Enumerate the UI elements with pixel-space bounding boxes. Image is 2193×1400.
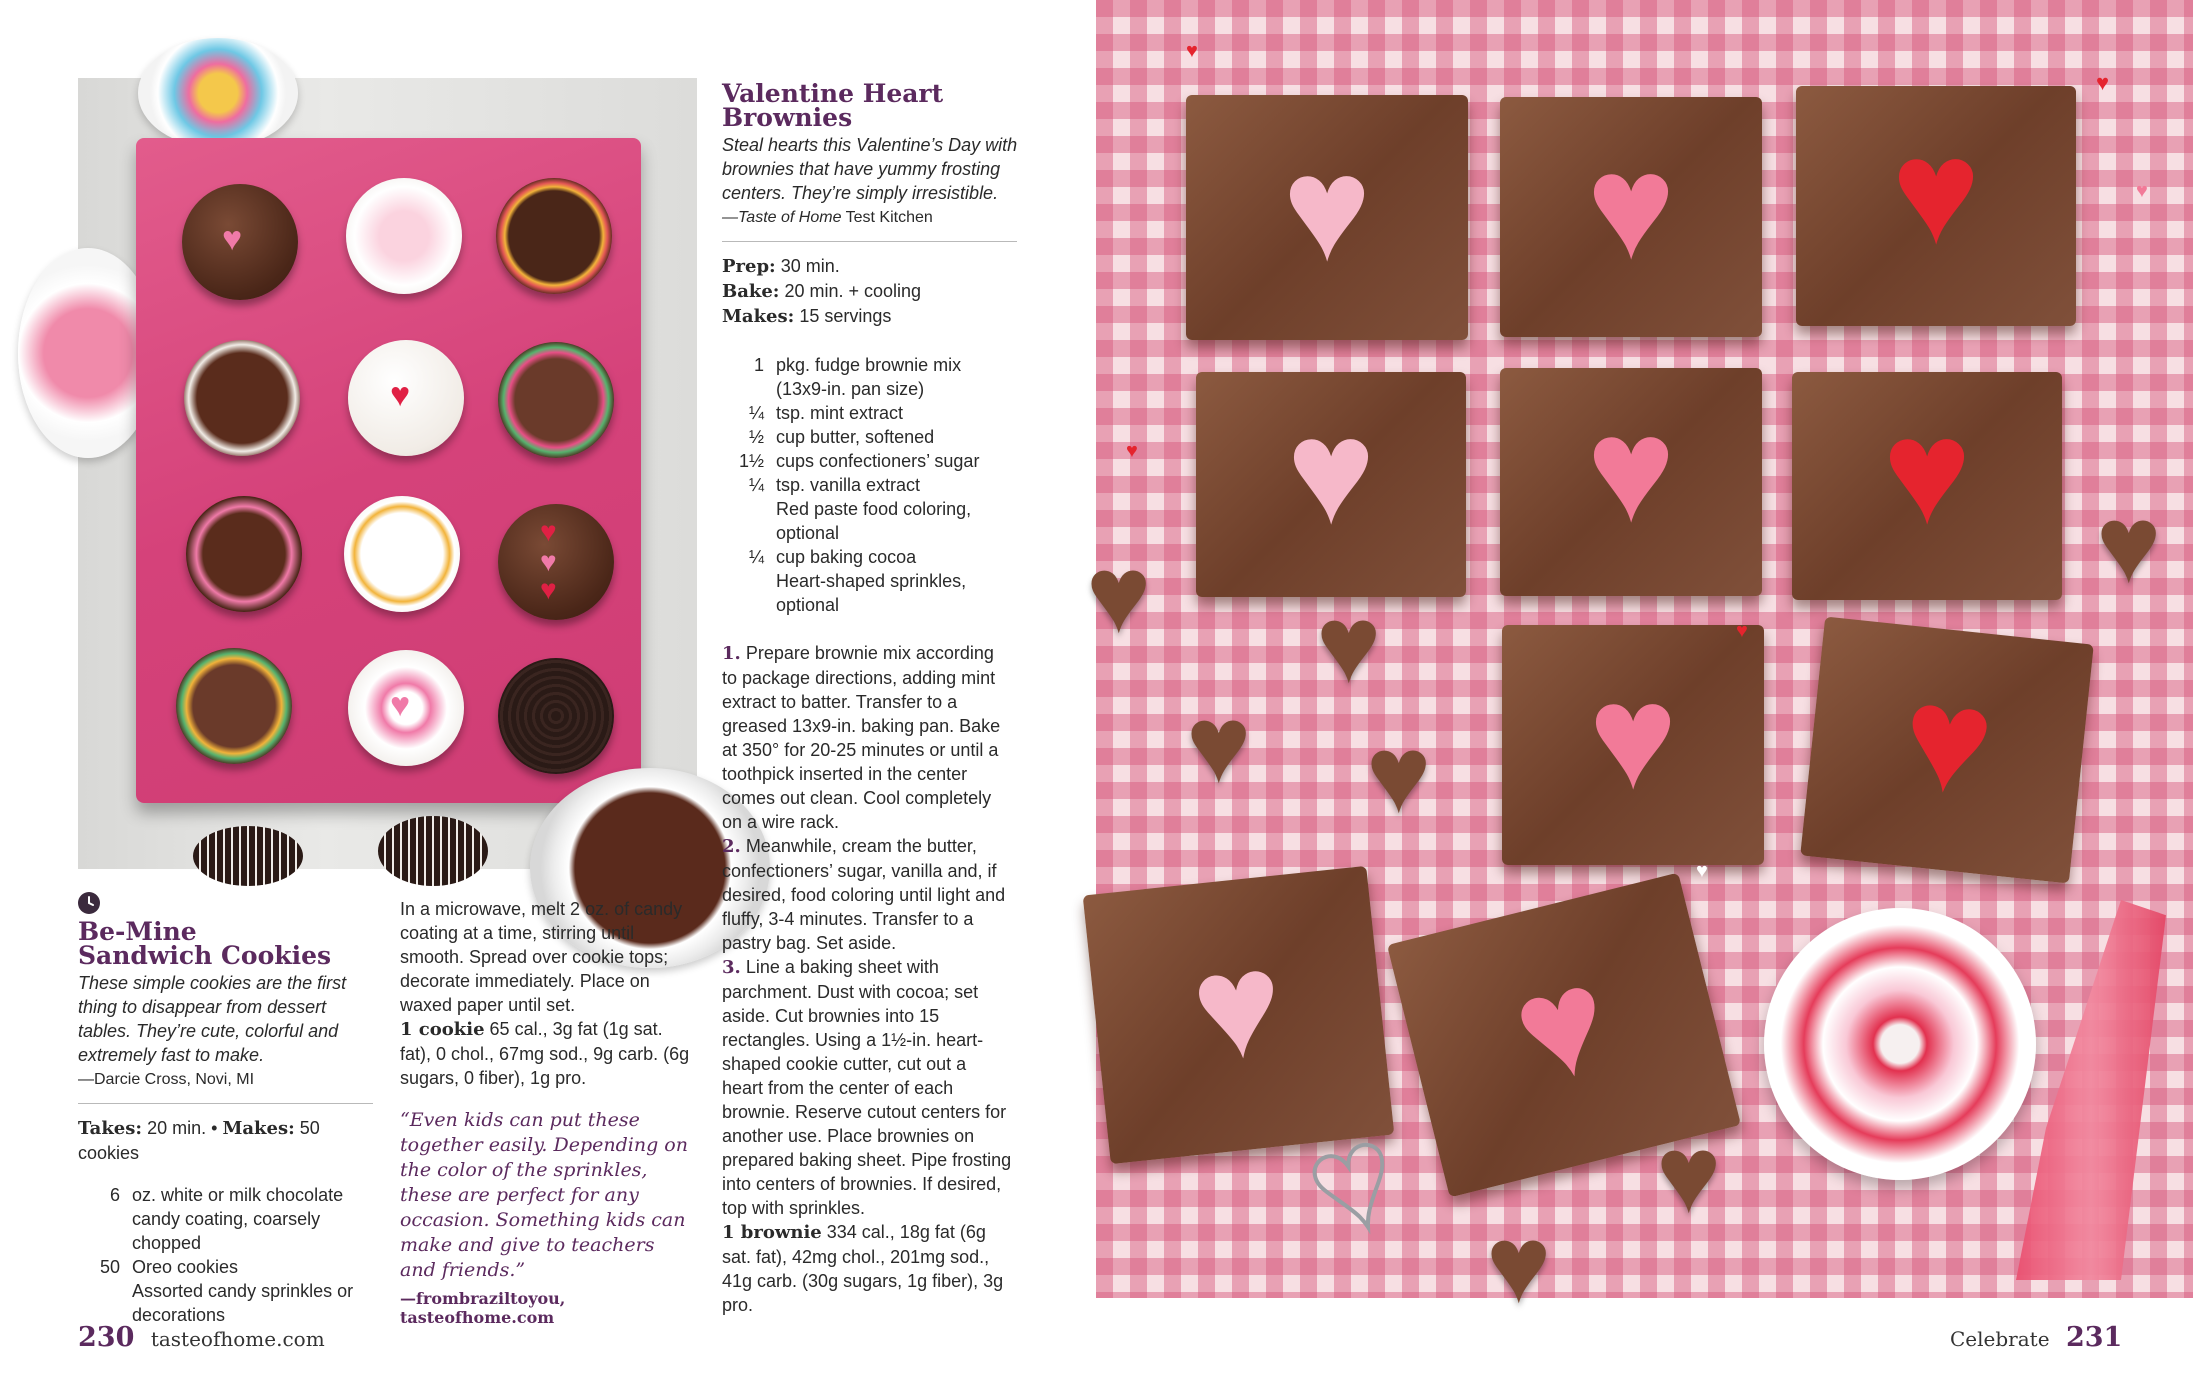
cookie	[498, 658, 614, 774]
oreo-stack	[193, 826, 303, 886]
step: 2. Meanwhile, cream the butter, confectioners’ sugar, vanilla and, if desired, food coloring until light and fluffy, 3-4 minutes. Transfer to a pastry bag. Set aside.	[722, 836, 1006, 953]
cookies-title	[78, 917, 378, 970]
divider	[78, 1103, 373, 1104]
brownie-heart-cutout: ♥	[1086, 533, 1152, 656]
section-name: Celebrate	[1950, 1327, 2050, 1351]
site-name: tasteofhome.com	[150, 1327, 325, 1351]
brownie: ♥	[1196, 372, 1466, 597]
credit-brand: —Taste of Home	[722, 209, 842, 226]
cookie	[346, 178, 462, 294]
nutrition-label: 1 cookie	[400, 1019, 485, 1040]
sprinkle-bowl-top	[138, 38, 298, 148]
brownie: ♥	[1500, 97, 1762, 337]
cookie	[496, 178, 612, 294]
cookie: ♥ ♥ ♥	[498, 504, 614, 620]
brownies-title	[722, 79, 1022, 132]
brownies-title-line1: Valentine Heart	[722, 79, 944, 108]
ingredient: ½ cup butter, softened	[748, 427, 935, 447]
credit-rest: Test Kitchen	[845, 209, 933, 226]
cookies-title-line2: Sandwich Cookies	[78, 941, 332, 970]
ingredient: ¼ tsp. mint extract	[748, 403, 904, 423]
makes-line: Makes: 15 servings	[722, 306, 892, 327]
heart-sprinkles: ♥	[1696, 860, 1708, 882]
quote-credit: —frombraziltoyou, tasteofhome.com	[400, 1289, 566, 1327]
ingredient: ¼ tsp. vanilla extract	[748, 475, 921, 495]
cookie: ♥	[348, 340, 464, 456]
cookie	[176, 648, 292, 764]
brownie: ♥	[1083, 866, 1395, 1164]
ingredient: Heart-shaped sprinkles, optional	[776, 571, 967, 615]
piping-bag	[2016, 900, 2166, 1280]
cookies-recipe-header	[78, 917, 378, 1327]
brownie: ♥	[1502, 625, 1764, 865]
nutrition-text: 65 cal., 3g fat (1g sat. fat), 0 chol., 67mg sod., 9g carb. (6g sugars, 0 fiber), 1g pro.	[400, 1019, 690, 1088]
brownie: ♥	[1500, 368, 1762, 596]
brownie: ♥	[1186, 95, 1468, 340]
cookies-intro: These simple cookies are the first thing to disappear from dessert tables. They’re cute, colorful and extremely fast to make.	[78, 973, 347, 1065]
reader-quote: “Even kids can put these together easily. Depending on the color of the sprinkles, these are perfect for any occasion. Something kids can make and give to teachers and friends.”	[400, 1109, 688, 1281]
cookie	[186, 496, 302, 612]
brownies-title-line2: Brownies	[722, 103, 853, 132]
heart-sprinkles: ♥	[2136, 180, 2148, 202]
ingredient: ¼ cup baking cocoa	[748, 547, 917, 567]
step: 3. Line a baking sheet with parchment. Dust with cocoa; set aside. Cut brownies into 15 rectangles. Using a 1½-in. heart-shaped cookie cutter, cut out a heart from the center of each brownie. Reserve cutout centers for another use. Place brownies on prepared baking sheet. Pipe frosting into centers of brownies. If desired, top with sprinkles.	[722, 957, 1012, 1218]
brownie: ♥	[1800, 617, 2094, 884]
cookie	[498, 342, 614, 458]
right-folio	[1950, 1322, 2122, 1353]
brownie-heart-cutout: ♥	[1486, 1203, 1552, 1326]
brownies-recipe-column	[722, 79, 1022, 1317]
brownies-credit	[722, 207, 1022, 229]
bullet-separator: •	[211, 1118, 218, 1138]
brownie: ♥	[1796, 86, 2076, 326]
cookies-ingredients	[78, 1183, 368, 1327]
cookies-photo	[78, 78, 697, 869]
brownie-heart-cutout: ♥	[1366, 713, 1432, 836]
heart-sprinkles: ♥	[1186, 40, 1198, 62]
cookies-title-line1: Be-Mine	[78, 917, 197, 946]
brownies-nutrition: 1 brownie 334 cal., 18g fat (6g sat. fat), 42mg chol., 201mg sod., 41g carb. (30g sugars, 1g fiber), 3g pro.	[722, 1222, 1004, 1315]
takes-label: Takes:	[78, 1118, 143, 1139]
brownies-ingredients	[722, 353, 982, 617]
cookies-directions: In a microwave, melt 2 oz. of candy coating at a time, stirring until smooth. Spread over cookie tops; decorate immediately. Place on waxed paper until set.	[400, 899, 683, 1015]
cookie: ♥	[348, 650, 464, 766]
cookie	[344, 496, 460, 612]
cookies-timing	[78, 1116, 378, 1165]
heart-sprinkles: ♥	[2096, 70, 2110, 95]
ingredient: 1 pkg. fudge brownie mix (13x9-in. pan size)	[753, 355, 962, 399]
ingredient: 1½ cups confectioners’ sugar	[738, 451, 980, 471]
cookies-nutrition	[400, 1017, 690, 1090]
clock-icon	[78, 892, 100, 914]
step: 1. Prepare brownie mix according to package directions, adding mint extract to batter. Transfer to a greased 13x9-in. baking pan. Bake at 350° for 20-25 minutes or until a toothpick inserted in the center comes out clean. Cool completely on a wire rack.	[722, 643, 1001, 832]
divider	[722, 241, 1017, 242]
prep-line: Prep: 30 min.	[722, 256, 840, 277]
ingredient: 50 Oreo cookies	[99, 1257, 239, 1277]
makes-label: Makes:	[222, 1118, 295, 1139]
left-folio	[78, 1322, 325, 1353]
sprinkles-bowl	[1764, 908, 2036, 1180]
brownies-photo	[1086, 0, 2193, 1326]
heart-cookie-cutter: ♥	[1288, 1092, 1417, 1268]
page-number-right: 231	[2065, 1322, 2123, 1353]
takes-value: 20 min.	[147, 1118, 207, 1138]
ingredient: Assorted candy sprinkles or decorations	[132, 1281, 354, 1325]
oreo-stack	[378, 816, 488, 886]
ingredient: 6 oz. white or milk chocolate candy coating, coarsely chopped	[109, 1185, 344, 1253]
brownies-steps	[722, 641, 1012, 1317]
heart-sprinkles: ♥	[1126, 440, 1138, 462]
brownie-heart-cutout: ♥	[1656, 1113, 1722, 1236]
brownie: ♥	[1792, 372, 2062, 600]
brownie-heart-cutout: ♥	[2096, 483, 2162, 606]
heart-sprinkles: ♥	[1736, 620, 1748, 642]
cookie	[184, 340, 300, 456]
brownie-heart-cutout: ♥	[1316, 583, 1382, 706]
brownie-heart-cutout: ♥	[1186, 683, 1252, 806]
cookies-credit: —Darcie Cross, Novi, MI	[78, 1071, 255, 1088]
cookies-directions-column	[400, 897, 690, 1327]
page-number-left: 230	[78, 1322, 135, 1353]
ingredient: Red paste food coloring, optional	[776, 499, 972, 543]
brownies-intro: Steal hearts this Valentine’s Day with brownies that have yummy frosting centers. They’re simply irresistible.	[722, 135, 1018, 203]
cookie: ♥	[182, 184, 298, 300]
bake-line: Bake: 20 min. + cooling	[722, 281, 922, 302]
brownie: ♥	[1387, 873, 1741, 1198]
makes-value: 50 cookies	[78, 1118, 320, 1163]
brownies-timing	[722, 254, 1022, 329]
